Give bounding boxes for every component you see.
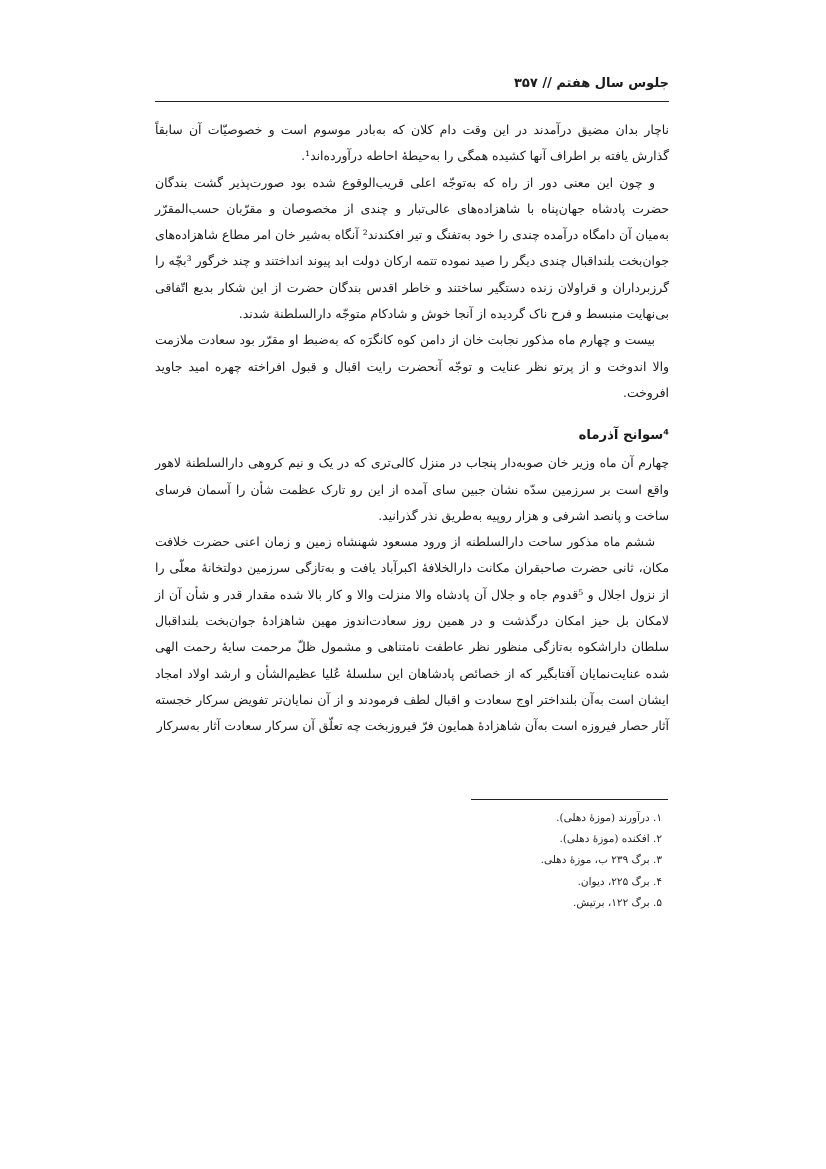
footnote: ۱. درآورند (موزهٔ دهلی). (556, 812, 662, 824)
section-heading: ⁴سوانح آذرماه (578, 428, 669, 444)
footnote: ۳. برگ ۲۳۹ ب، موزهٔ دهلی. (540, 854, 662, 867)
footnote-rule (471, 799, 668, 800)
running-header: جلوس سال هفتم // ۳۵۷ (514, 76, 669, 91)
footnote: ۴. برگ ۲۲۵، دیوان. (577, 875, 662, 888)
header-rule (155, 101, 669, 102)
footnote: ۲. افکنده (موزهٔ دهلی). (559, 833, 662, 846)
footnotes (400, 808, 668, 914)
paragraph: بیست و چهارم ماه مذکور نجابت خان از دامن کوه کانگرَه که به‌ضبط او مقرّر بود سعادت ملازمت والا اندوخت و از پرتو نظر عنایت و توجّه آنحضرت رایت اقبال و قبول افراخته چهره امید جاوید افروخت. (155, 332, 669, 400)
paragraph: و چون این معنی دور از راه که به‌توجّه اعلی قریب‌الوقوع شده بود صورت‌پذیر گشت بندگان حضرت پادشاه جهان‌پناه با شاهزاده‌های عالی‌تبار و چندی از مخصوصان و مقرّبان حسب‌المقرّر به‌میان آن دامگاه درآمده چندی را خود به‌تفنگ و تیر افکندند² آنگاه به‌شیر خان امر مطاع شاهزاده‌های جوان‌بخت بلنداقبال چندی دیگر را صید نموده تتمه ارکان دولت ابد پیوند انداختند و چند خرگور ³بچّه را گرزبرداران و قراولان زنده دستگیر ساختند و خاطر اقدس بندگان حضرت از این شکار بدیع اتّفاقی بی‌نهایت منبسط و فرح ناک گردیده از آنجا خوش و شادکام متوجّه دارالسلطنة شدند. (155, 174, 669, 322)
paragraph: ناچار بدان مضیق درآمدند در این وقت دام کلان که به‌بادر موسوم است و خصوصیّات آن سابقاً گذارش یافته بر اطراف آنها کشیده همگی را به‌حیطهٔ احاطه درآورده‌اند¹. (155, 122, 669, 164)
main-text (155, 117, 669, 740)
footnote: ۵. برگ ۱۲۲، برتیش. (573, 896, 662, 909)
paragraph: ششم ماه مذکور ساحت دارالسلطنه از ورود مسعود شهنشاه زمین و زمان اعنی حضرت خلافت مکان، ثانی حضرت صاحبقران مکانت دارالخلافهٔ اکبرآباد یافت و به‌تازگی سرزمین دولتخانهٔ معلّی را از نزول اجلال و ⁵قدوم جاه و جلال آن پادشاه والا منزلت والا و کار بالا شده مقدار قدر و شأن آن از لامکان بل حیز امکان درگذشت و در همین روز سعادت‌اندوز مهین شاهزادهٔ جوان‌بخت بلنداقبال سلطان داراشکوه به‌تازگی منظور نظر عاطفت نامتناهی و مشمول ظلّ مرحمت سایهٔ رحمت الهی شده عنایت‌نمایان آفتابگیر که از خصائص پادشاهان این سلسلهٔ عُلیا عظیم‌الشأن و ارشد اولاد امجاد ایشان است به‌آن بلنداختر اوج سعادت و اقبال لطف فرمودند و از آن نمایان‌تر تفویض سرکار خجسته آثار حصار فیروزه است به‌آن شاهزادهٔ همایون فرّ فیروزبخت چه تعلّق آن سرکار سعادت آثار به‌سرکار (155, 534, 669, 734)
paragraph: چهارم آن ماه وزیر خان صوبه‌دار پنجاب در منزل کالی‌تری که در یک و نیم کروهی دارالسلطنة لاهور واقع است بر سرزمین سدّه نشان جبین سای آمده از این رو تارک عظمت شأن را آسمان فرسای ساخت و پانصد اشرفی و هزار روپیه به‌طریق نذر گذرانید. (155, 455, 669, 523)
